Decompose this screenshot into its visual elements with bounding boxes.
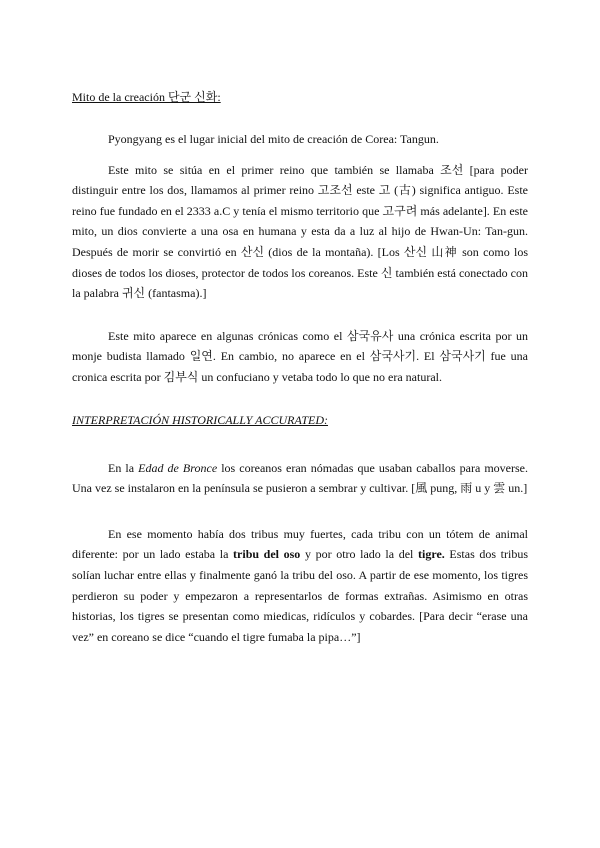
tribes-text-2: y por otro lado la del xyxy=(300,547,419,562)
tribes-text-1: En ese momento había dos tribus muy fuertes, cada tribu con un tótem de animal diferente: por un lado estaba la xyxy=(72,526,528,562)
paragraph-myth: Este mito se sitúa en el primer reino que también se llamaba 조선 [para poder distinguir entre los dos, llamamos al primer reino 고조선 este 고 (古) significa antiguo. Este reino fue fundado en el 2333 a.C y tenía el mismo territorio que 고구려 más adelante]. En este mito, un dios convierte a una osa en humana y esta da a luz al hijo de Hwan-Un: Tan-gun. Después de morir se convirtió en 산신 (dios de la montaña). [Los 산신 山神 son como los dioses de todos los dioses, protector de todos los coreanos. Este 신 también está conectado con la palabra 귀신 (fantasma).] xyxy=(72,162,528,301)
section-heading-creation-myth: Mito de la creación 단군 신화: xyxy=(72,90,221,104)
section-heading-interpretation: INTERPRETACIÓN HISTORICALLY ACCURATED: xyxy=(72,412,329,427)
paragraph-intro: Pyongyang es el lugar inicial del mito de creación de Corea: Tangun. xyxy=(108,132,439,146)
bear-tribe-bold: tribu del oso xyxy=(233,547,301,562)
bronze-age-emphasis: Edad de Bronce xyxy=(138,460,218,475)
paragraph-tribes xyxy=(72,524,528,648)
paragraph-bronze-age xyxy=(72,458,528,499)
bronze-text-after: los coreanos eran nómadas que usaban caballos para moverse. Una vez se instalaron en la península se pusieron a sembrar y cultivar. [風 pung, 雨 u y 雲 un.] xyxy=(72,460,529,496)
bronze-text-before: En la xyxy=(108,460,139,475)
paragraph-chronicles: Este mito aparece en algunas crónicas como el 삼국유사 una crónica escrita por un monje budista llamado 일연. En cambio, no aparece en el 삼국사기. El 삼국사기 fue una cronica escrita por 김부식 un confuciano y vetaba todo lo que no era natural. xyxy=(72,328,528,384)
tiger-bold: tigre. xyxy=(418,547,445,562)
tribes-text-3: Estas dos tribus solían luchar entre ellas y finalmente ganó la tribu del oso. A partir de ese momento, los tigres perdieron su poder y empezaron a representarlos de formas extrañas. Asimismo en otras historias, los tigres se presentan como miedicas, ridículos y cobardes. [Para decir “erase una vez” en coreano se dice “cuando el tigre fumaba la pipa…”] xyxy=(72,547,528,644)
